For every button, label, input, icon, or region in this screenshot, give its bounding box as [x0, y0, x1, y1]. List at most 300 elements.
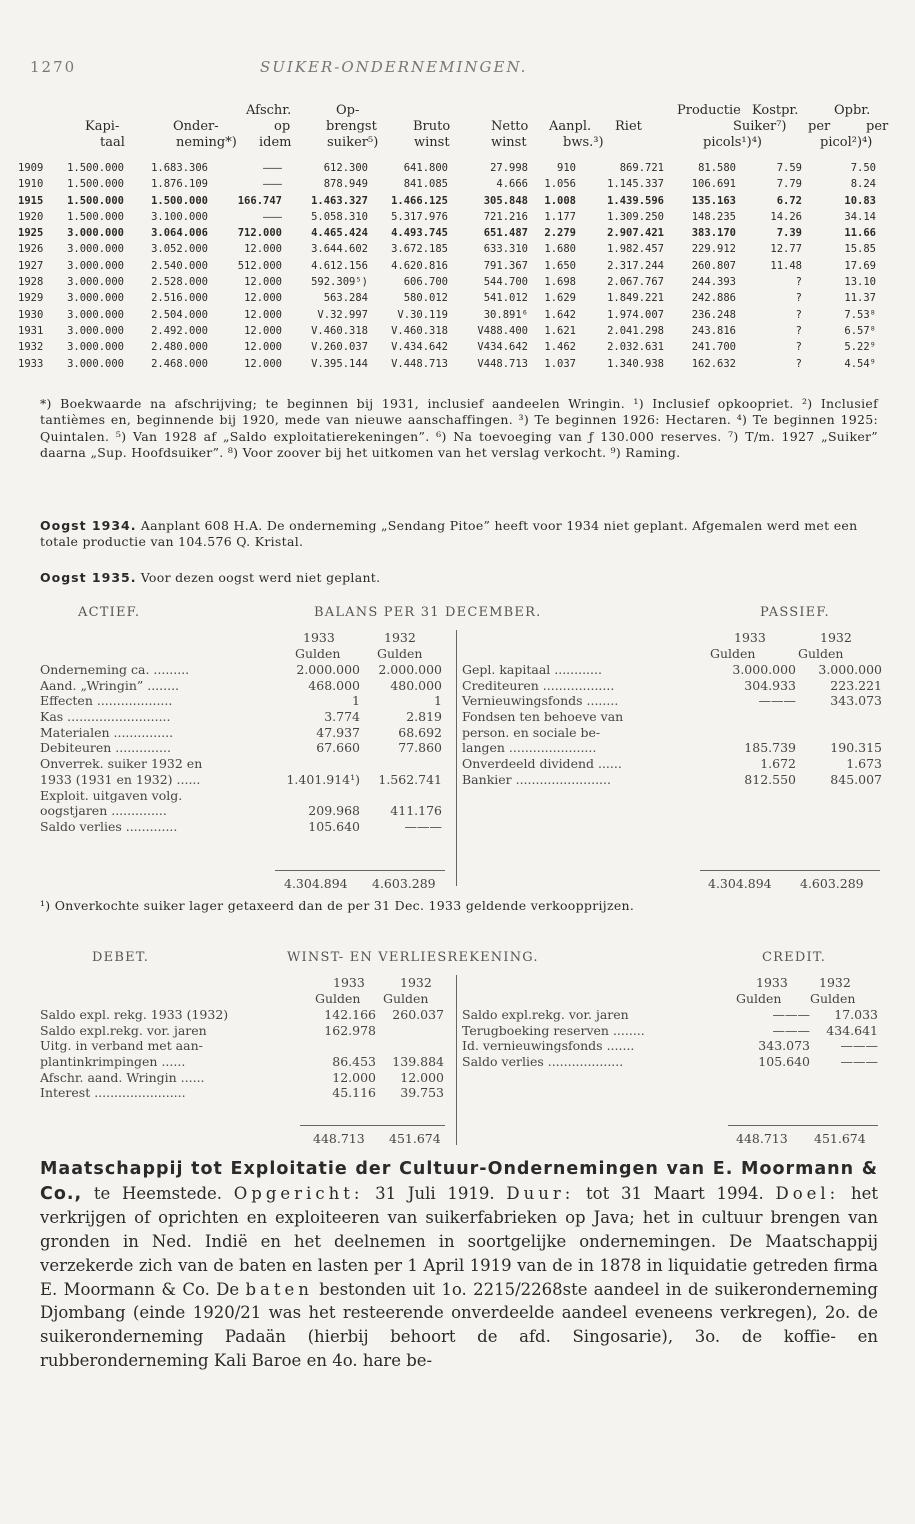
- statement-label: Uitg. in verband met aan-: [40, 1038, 203, 1054]
- oogst-1935-text: Voor dezen oogst werd niet geplant.: [140, 570, 381, 585]
- col-header: bws.³): [563, 135, 604, 150]
- statement-row: [462, 662, 882, 678]
- statement-row: [462, 740, 882, 756]
- year-label: 1933: [734, 630, 766, 645]
- statement-value: ———: [772, 1022, 810, 1038]
- table-cell: 34.14: [844, 210, 876, 223]
- table-row: [0, 258, 915, 274]
- table-cell: 3.000.000: [67, 308, 124, 321]
- statement-row: [462, 1038, 882, 1054]
- col-header: op: [274, 119, 291, 134]
- col-header: per: [866, 119, 889, 134]
- table-cell: 2.468.000: [151, 357, 208, 370]
- total-value: 4.603.289: [800, 876, 864, 891]
- statement-row: [462, 725, 882, 741]
- statement-row: [40, 803, 450, 819]
- table-cell: ?: [795, 341, 802, 354]
- table-cell: 3.064.006: [151, 227, 208, 240]
- statement-label: Debiteuren ..............: [40, 740, 171, 756]
- year-cell: 1930: [18, 308, 44, 321]
- statement-value: 343.073: [758, 1038, 810, 1054]
- table-cell: 3.000.000: [67, 259, 124, 272]
- doel-label: Doel:: [775, 1183, 840, 1203]
- statement-label: 1933 (1931 en 1932) ......: [40, 771, 201, 787]
- col-header: Bruto: [413, 119, 451, 134]
- table-cell: 229.912: [691, 243, 736, 256]
- balans-title: BALANS PER 31 DECEMBER.: [314, 605, 542, 620]
- col-header: winst: [491, 135, 527, 150]
- duur-label: Duur:: [506, 1183, 575, 1203]
- col-header: Riet: [615, 119, 642, 134]
- table-cell: 5.058.310: [311, 210, 368, 223]
- table-cell: 244.393: [691, 276, 736, 289]
- footnote-text: *) Boekwaarde na afschrijving; te beginnen bij 1931, inclusief aandeelen Wringin. ¹) Inclusief opkoopriet. ²) Inclusief tantièmes en, beginnende bij 1920, mede van nieuwe aanschaffingen. ³) Te beginnen 1926: Hectaren. ⁴) Te beginnen 1925: Quintalen. ⁵) Van 1928 af „Saldo exploitatierekeningen”. ⁶) Na toevoeging van ƒ 130.000 reserves. ⁷) T/m. 1927 „Suiker” daarna „Sup. Hoofdsuiker”. ⁸) Voor zoover bij het uitkomen van het verslag verkocht. ⁹) Raming.: [40, 396, 878, 461]
- statement-row: [40, 1038, 450, 1054]
- table-row: [0, 339, 915, 355]
- col-header: neming*): [176, 135, 237, 150]
- table-cell: 14.26: [770, 210, 802, 223]
- table-cell: ?: [795, 324, 802, 337]
- table-cell: V.460.318: [391, 324, 448, 337]
- year-cell: 1926: [18, 243, 44, 256]
- statement-value: 812.550: [744, 771, 796, 787]
- baten-text: bestonden uit 1o. 2215/2268ste aandeel in de suikeronderneming Djombang (einde 1920/21 was het resteerende onverdeelde aandeel eveneens verkregen), 2o. de suikeronderneming Padaän (hierbij behoort de afd. Singosarie), 3o. de koffie- en rubberonderneming Kali Baroe en 4o. hare be-: [40, 1279, 878, 1370]
- table-cell: 2.067.767: [607, 276, 664, 289]
- table-cell: 12.77: [770, 243, 802, 256]
- statement-row: [40, 788, 450, 804]
- table-cell: 2.528.000: [151, 276, 208, 289]
- unit-label: Gulden: [736, 990, 782, 1006]
- table-row: [0, 193, 915, 209]
- table-cell: 8.24: [850, 178, 876, 191]
- table-cell: V.30.119: [397, 308, 448, 321]
- statement-value: 105.640: [758, 1054, 810, 1070]
- table-cell: 1.974.007: [607, 308, 664, 321]
- opgericht-label: Opgericht:: [233, 1183, 364, 1203]
- table-cell: 81.580: [698, 162, 736, 174]
- table-cell: ?: [795, 276, 802, 289]
- table-cell: 11.48: [770, 259, 802, 272]
- table-cell: 2.317.244: [607, 259, 664, 272]
- table-cell: V.32.997: [317, 308, 368, 321]
- year-cell: 1920: [18, 210, 44, 223]
- table-cell: 1.982.457: [607, 243, 664, 256]
- oogst-1935-label: Oogst 1935.: [40, 570, 137, 585]
- statement-value: 12.000: [400, 1069, 444, 1085]
- table-cell: 106.691: [691, 178, 736, 191]
- table-cell: 236.248: [691, 308, 736, 321]
- table-cell: 15.85: [844, 243, 876, 256]
- table-cell: V.395.144: [311, 357, 368, 370]
- total-value: 4.304.894: [284, 876, 348, 891]
- table-cell: 2.516.000: [151, 292, 208, 305]
- statement-value: 1.673: [846, 756, 882, 772]
- statement-row: [462, 678, 882, 694]
- table-row: [0, 290, 915, 306]
- table-cell: 3.000.000: [67, 276, 124, 289]
- col-header: Suiker⁷): [733, 119, 787, 134]
- table-cell: 633.310: [483, 243, 528, 256]
- table-cell: 135.163: [691, 194, 736, 207]
- company-entry: [40, 1157, 878, 1372]
- table-cell: 1.650: [544, 259, 576, 272]
- balans-passief-title: PASSIEF.: [760, 605, 830, 620]
- statement-value: 185.739: [744, 740, 796, 756]
- table-cell: V.460.318: [311, 324, 368, 337]
- statement-value: 67.660: [316, 740, 360, 756]
- statement-value: 47.937: [316, 724, 360, 740]
- year-label: 1933: [756, 975, 788, 990]
- table-cell: 12.000: [244, 308, 282, 321]
- year-cell: 1932: [18, 341, 44, 354]
- table-cell: 910: [557, 162, 576, 174]
- table-cell: 3.100.000: [151, 210, 208, 223]
- statement-label: plantinkrimpingen ......: [40, 1054, 186, 1070]
- table-cell: 1.500.000: [67, 178, 124, 191]
- statement-value: 77.860: [398, 740, 442, 756]
- statement-value: 142.166: [324, 1007, 376, 1022]
- table-cell: 2.504.000: [151, 308, 208, 321]
- table-cell: 1.463.327: [311, 194, 368, 207]
- table-cell: 30.891⁶: [483, 308, 528, 321]
- statement-row: [40, 1085, 450, 1101]
- table-cell: 6.72: [776, 194, 802, 207]
- statement-value: 190.315: [830, 740, 882, 756]
- table-cell: 3.672.185: [391, 243, 448, 256]
- table-cell: 592.309⁵): [311, 276, 368, 289]
- table-cell: 27.998: [490, 162, 528, 174]
- oogst-1935: [40, 570, 878, 586]
- table-cell: 1.683.306: [151, 162, 208, 174]
- oogst-1934-label: Oogst 1934.: [40, 518, 137, 533]
- balans-passief-total-rule: [700, 870, 880, 871]
- table-cell: 641.800: [403, 162, 448, 174]
- winst-debet-total-rule: [300, 1125, 445, 1126]
- statement-value: 468.000: [308, 677, 360, 693]
- col-header: picol²)⁴): [820, 135, 873, 150]
- table-row: [0, 307, 915, 323]
- year-label: 1932: [819, 975, 851, 990]
- statement-row: [462, 756, 882, 772]
- table-cell: ?: [795, 292, 802, 305]
- col-header: per: [808, 119, 831, 134]
- table-cell: 2.492.000: [151, 324, 208, 337]
- table-cell: 2.480.000: [151, 341, 208, 354]
- table-cell: 305.848: [483, 194, 528, 207]
- table-cell: 10.83: [844, 194, 876, 207]
- table-cell: 148.235: [691, 210, 736, 223]
- unit-label: Gulden: [377, 645, 423, 661]
- statement-label: Id. vernieuwingsfonds .......: [462, 1038, 635, 1054]
- table-cell: 1.309.250: [607, 210, 664, 223]
- statement-value: 12.000: [332, 1069, 376, 1085]
- statement-label: Effecten ...................: [40, 693, 173, 709]
- table-cell: 3.000.000: [67, 292, 124, 305]
- table-cell: 241.700: [691, 341, 736, 354]
- col-header: Aanpl.: [549, 119, 592, 134]
- statement-label: Vernieuwingsfonds ........: [462, 693, 619, 709]
- table-cell: 5.317.976: [391, 210, 448, 223]
- statement-value: ———: [840, 1038, 878, 1054]
- table-row: [0, 274, 915, 290]
- table-cell: V.434.642: [391, 341, 448, 354]
- statement-label: Exploit. uitgaven volg.: [40, 787, 183, 803]
- table-cell: V.260.037: [311, 341, 368, 354]
- table-cell: 162.632: [691, 357, 736, 370]
- total-value: 4.304.894: [708, 876, 772, 891]
- table-row: [0, 209, 915, 225]
- statement-row: [40, 740, 450, 756]
- statement-value: 1.562.741: [378, 771, 442, 787]
- table-cell: 2.540.000: [151, 259, 208, 272]
- balans-actief-total-rule: [275, 870, 445, 871]
- statement-row: [40, 1007, 450, 1023]
- statement-row: [40, 725, 450, 741]
- statement-row: [40, 772, 450, 788]
- col-header: suiker⁵): [327, 135, 379, 150]
- winst-totals: [0, 1131, 915, 1147]
- table-cell: 2.279: [544, 227, 576, 240]
- table-cell: ?: [795, 308, 802, 321]
- table-cell: 7.50: [850, 162, 876, 174]
- table-headers: [0, 103, 915, 151]
- page-number: 1270: [30, 58, 77, 76]
- statement-label: Saldo expl.rekg. vor. jaren: [40, 1022, 207, 1038]
- table-cell: 166.747: [237, 194, 282, 207]
- year-cell: 1925: [18, 227, 44, 240]
- table-row: [0, 176, 915, 192]
- table-cell: ———: [263, 210, 282, 223]
- table-cell: 2.907.421: [607, 227, 664, 240]
- statement-label: Onverdeeld dividend ......: [462, 756, 622, 772]
- running-title: SUIKER-ONDERNEMINGEN.: [260, 58, 528, 76]
- table-cell: 260.807: [691, 259, 736, 272]
- table-cell: 869.721: [619, 162, 664, 174]
- statement-label: Interest .......................: [40, 1085, 186, 1101]
- table-cell: 1.056: [544, 178, 576, 191]
- table-cell: 12.000: [244, 341, 282, 354]
- statement-value: 3.000.000: [732, 662, 796, 677]
- balans-actief-title: ACTIEF.: [78, 605, 141, 620]
- year-cell: 1927: [18, 259, 44, 272]
- statement-label: Crediteuren ..................: [462, 677, 615, 693]
- baten-label: baten: [245, 1279, 313, 1299]
- statement-value: 1.401.914¹): [286, 771, 360, 787]
- table-cell: 651.487: [483, 227, 528, 240]
- table-cell: 7.53⁸: [844, 308, 876, 321]
- year-cell: 1909: [18, 162, 44, 174]
- table-cell: 4.493.745: [391, 227, 448, 240]
- table-cell: 2.032.631: [607, 341, 664, 354]
- statement-label: Terugboeking reserven ........: [462, 1022, 645, 1038]
- col-header: idem: [259, 135, 292, 150]
- statement-value: 411.176: [390, 803, 442, 819]
- table-cell: 1.680: [544, 243, 576, 256]
- statement-label: Afschr. aand. Wringin ......: [40, 1069, 205, 1085]
- statement-value: 68.692: [398, 724, 442, 740]
- year-cell: 1933: [18, 357, 44, 370]
- statement-row: [40, 1070, 450, 1086]
- balans-actief-rows: [40, 662, 450, 835]
- table-cell: 4.620.816: [391, 259, 448, 272]
- table-cell: 563.284: [323, 292, 368, 305]
- year-cell: 1929: [18, 292, 44, 305]
- table-cell: V434.642: [477, 341, 528, 354]
- statement-value: ———: [840, 1054, 878, 1070]
- table-footnotes: [40, 396, 878, 462]
- table-cell: 1.500.000: [67, 194, 124, 207]
- winst-year-headers: [0, 975, 915, 1006]
- table-cell: 13.10: [844, 276, 876, 289]
- unit-label: Gulden: [810, 990, 856, 1006]
- table-cell: 17.69: [844, 259, 876, 272]
- table-row: [0, 356, 915, 372]
- statement-row: [462, 693, 882, 709]
- table-cell: ———: [263, 178, 282, 191]
- statement-value: 139.884: [392, 1054, 444, 1070]
- statement-label: Saldo verlies ...................: [462, 1054, 624, 1070]
- winst-debet-rows: [40, 1007, 450, 1101]
- table-cell: 1.698: [544, 276, 576, 289]
- year-label: 1933: [333, 975, 365, 990]
- company-location: te Heemstede.: [82, 1183, 223, 1203]
- table-cell: 3.000.000: [67, 243, 124, 256]
- table-cell: 1.500.000: [67, 162, 124, 174]
- statement-value: ———: [758, 693, 796, 709]
- table-cell: 2.041.298: [607, 324, 664, 337]
- table-row: [0, 323, 915, 339]
- statement-label: Aand. „Wringin” ........: [40, 677, 180, 693]
- statement-value: 304.933: [744, 677, 796, 693]
- table-cell: 3.052.000: [151, 243, 208, 256]
- statement-row: [462, 772, 882, 788]
- table-cell: 721.216: [483, 210, 528, 223]
- table-cell: 7.59: [776, 162, 802, 174]
- statement-label: Kas ..........................: [40, 709, 171, 725]
- table-cell: 1.462: [544, 341, 576, 354]
- table-cell: 1.621: [544, 324, 576, 337]
- table-cell: 878.949: [323, 178, 368, 191]
- table-cell: 1.500.000: [67, 210, 124, 223]
- balans-year-headers: [0, 630, 915, 661]
- winst-title: WINST- EN VERLIESREKENING.: [287, 950, 539, 965]
- winst-credit-rows: [462, 1007, 882, 1070]
- winst-credit-total-rule: [728, 1125, 878, 1126]
- unit-label: Gulden: [383, 990, 429, 1006]
- table-cell: 243.816: [691, 324, 736, 337]
- unit-label: Gulden: [798, 645, 844, 661]
- col-header: Kapi-: [85, 119, 120, 134]
- table-cell: 3.000.000: [67, 227, 124, 240]
- winst-divider: [456, 975, 457, 1145]
- statement-value: ———: [772, 1007, 810, 1022]
- table-cell: 4.465.424: [311, 227, 368, 240]
- table-cell: 3.000.000: [67, 357, 124, 370]
- total-value: 451.674: [814, 1131, 866, 1146]
- balans-footnote: [40, 898, 878, 914]
- year-label: 1932: [400, 975, 432, 990]
- table-cell: 544.700: [483, 276, 528, 289]
- table-cell: 512.000: [237, 259, 282, 272]
- table-cell: 712.000: [237, 227, 282, 240]
- table-cell: 4.666: [496, 178, 528, 191]
- table-cell: 4.612.156: [311, 259, 368, 272]
- total-value: 448.713: [313, 1131, 365, 1146]
- table-cell: 1.177: [544, 210, 576, 223]
- statement-row: [40, 1054, 450, 1070]
- table-cell: 1.629: [544, 292, 576, 305]
- balans-divider: [456, 630, 457, 886]
- oogst-1934-text: Aanplant 608 H.A. De onderneming „Sendang Pitoe” heeft voor 1934 niet geplant. Afgemalen werd met een totale productie van 104.576 Q. Kristal.: [40, 518, 858, 550]
- table-cell: V448.713: [477, 357, 528, 370]
- year-label: 1932: [820, 630, 852, 645]
- table-cell: 1.849.221: [607, 292, 664, 305]
- statement-value: 1: [352, 693, 360, 709]
- table-cell: 12.000: [244, 292, 282, 305]
- statement-label: Onverrek. suiker 1932 en: [40, 756, 203, 772]
- table-cell: 11.66: [844, 227, 876, 240]
- table-cell: 541.012: [483, 292, 528, 305]
- unit-label: Gulden: [295, 645, 341, 661]
- table-cell: ?: [795, 357, 802, 370]
- table-cell: ———: [263, 162, 282, 174]
- col-header: Kostpr.: [752, 103, 799, 118]
- statement-value: 2.819: [406, 709, 442, 725]
- statement-value: 1.672: [760, 756, 796, 772]
- table-cell: 12.000: [244, 324, 282, 337]
- col-header: Netto: [491, 119, 529, 134]
- statement-value: 39.753: [400, 1085, 444, 1101]
- table-cell: 580.012: [403, 292, 448, 305]
- col-header: Op-: [336, 103, 360, 118]
- year-cell: 1910: [18, 178, 44, 191]
- statement-row: [40, 819, 450, 835]
- table-cell: 5.22⁹: [844, 341, 876, 354]
- balans-totals: [0, 876, 915, 892]
- balans-footnote-text: ¹) Onverkochte suiker lager getaxeerd dan de per 31 Dec. 1933 geldende verkoopprijzen.: [40, 898, 635, 913]
- statement-value: 260.037: [392, 1007, 444, 1022]
- statement-value: 223.221: [830, 677, 882, 693]
- table-cell: 612.300: [323, 162, 368, 174]
- statement-value: 1: [434, 693, 442, 709]
- statement-value: 343.073: [830, 693, 882, 709]
- statement-value: 3.774: [324, 709, 360, 725]
- statement-label: langen ......................: [462, 740, 597, 756]
- statement-label: person. en sociale be-: [462, 724, 601, 740]
- duur-text: tot 31 Maart 1994.: [574, 1183, 764, 1203]
- statement-label: oogstjaren ..............: [40, 803, 167, 819]
- year-label: 1933: [303, 630, 335, 645]
- statement-value: 162.978: [324, 1022, 376, 1038]
- table-cell: 6.57⁸: [844, 324, 876, 337]
- table-cell: 1.145.337: [607, 178, 664, 191]
- statement-row: [40, 662, 450, 678]
- statement-value: ———: [404, 818, 442, 834]
- year-label: 1932: [384, 630, 416, 645]
- statement-value: 2.000.000: [296, 662, 360, 677]
- statement-label: Bankier ........................: [462, 771, 611, 787]
- table-cell: V488.400: [477, 324, 528, 337]
- table-cell: 11.37: [844, 292, 876, 305]
- statement-label: Saldo expl. rekg. 1933 (1932): [40, 1007, 229, 1022]
- total-value: 4.603.289: [372, 876, 436, 891]
- total-value: 451.674: [389, 1131, 441, 1146]
- table-cell: 1.642: [544, 308, 576, 321]
- total-value: 448.713: [736, 1131, 788, 1146]
- table-cell: 4.54⁹: [844, 357, 876, 370]
- table-cell: 841.085: [403, 178, 448, 191]
- statement-value: 3.000.000: [818, 662, 882, 677]
